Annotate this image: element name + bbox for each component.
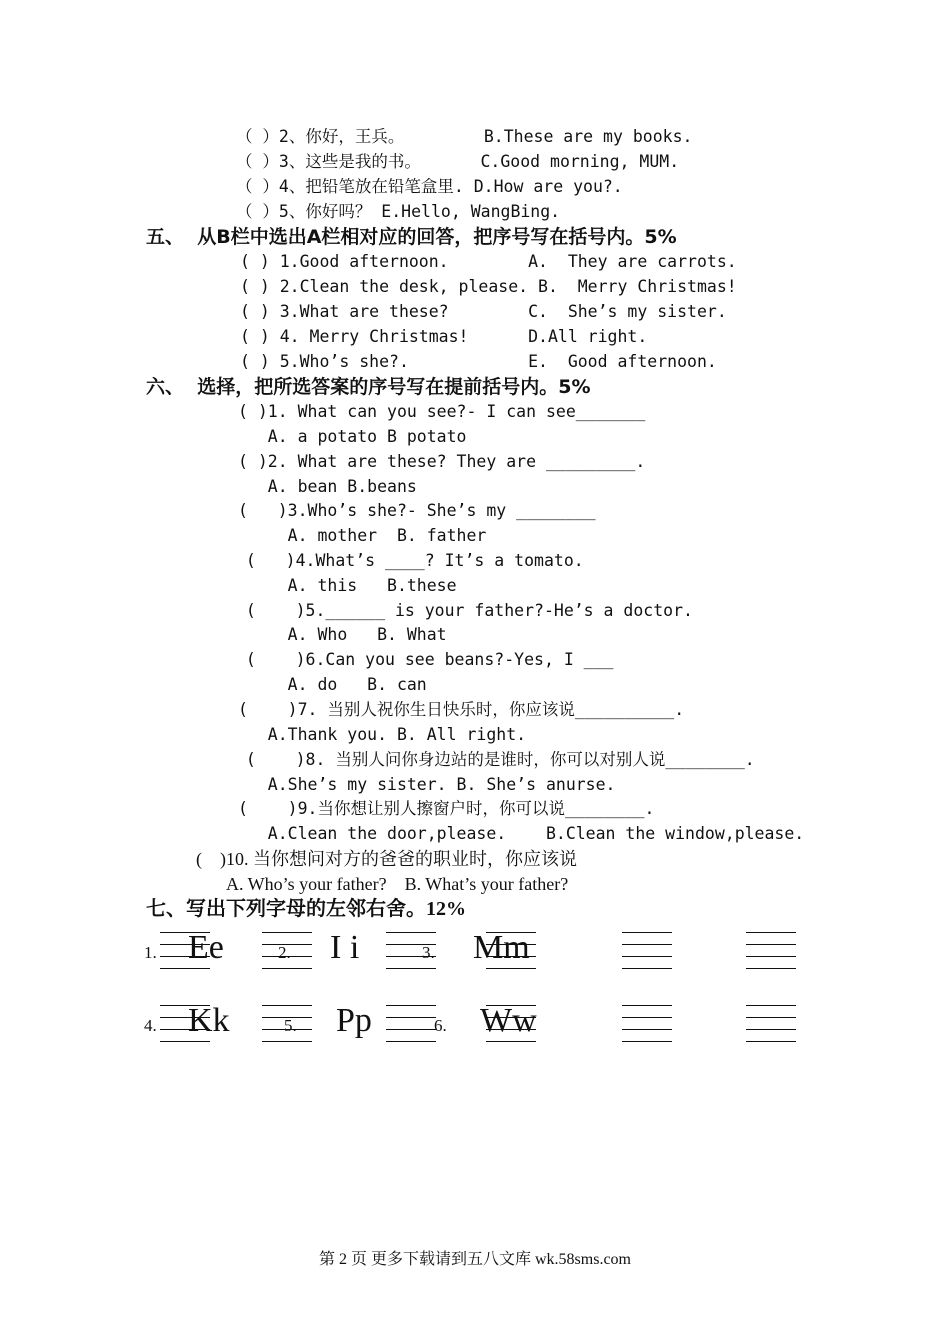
letter-pair: Ww — [480, 1002, 537, 1039]
section6-options-10: A. Who’s your father? B. What’s your father? — [226, 874, 569, 894]
section5-item: ( ) 5.Who’s she?. E. Good afternoon. — [240, 352, 717, 371]
section6-options: A.Thank you. B. All right. — [238, 725, 527, 744]
section6-question: ( )4.What’s ____? It’s a tomato. — [236, 551, 584, 570]
section6-options: A.She’s my sister. B. She’s anurse. — [238, 775, 616, 794]
section7-heading: 七、写出下列字母的左邻右舍。12% — [146, 898, 466, 920]
section6-question: ( )9.当你想让别人擦窗户时，你可以说________. — [238, 799, 655, 818]
letter-pair: I i — [330, 929, 360, 966]
section6-question: ( )2. What are these? They are _________. — [238, 452, 646, 471]
section6-question: ( )5.______ is your father?-He’s a doctor. — [236, 601, 693, 620]
letter-pair: Mm — [473, 929, 530, 966]
item-number: 1. — [144, 943, 157, 962]
section4-item-3: （ ）3、这些是我的书。 C.Good morning, MUM. — [236, 152, 680, 171]
section6-options: A. this B.these — [238, 576, 457, 595]
section6-question: ( )3.Who’s she?- She’s my ________ — [238, 501, 596, 520]
letter-pair: Kk — [188, 1002, 230, 1039]
section6-question: ( )8. 当别人问你身边站的是谁时，你可以对别人说________. — [236, 750, 755, 769]
section6-question: ( )7. 当别人祝你生日快乐时，你应该说__________. — [238, 700, 685, 719]
letter-pair: Pp — [336, 1002, 372, 1039]
section5-item: ( ) 2.Clean the desk, please. B. Merry Christmas! — [240, 277, 737, 296]
section5-heading: 五、 从B栏中选出A栏相对应的回答，把序号写在括号内。5% — [146, 226, 677, 248]
page-footer: 第 2 页 更多下载请到五八文库 wk.58sms.com — [318, 1251, 631, 1268]
item-number: 2. — [278, 943, 291, 962]
section6-options: A. mother B. father — [238, 526, 487, 545]
section5-item: ( ) 4. Merry Christmas! D.All right. — [240, 327, 648, 346]
section6-question: ( )6.Can you see beans?-Yes, I ___ — [236, 650, 614, 669]
section5-item: ( ) 3.What are these? C. She’s my sister. — [240, 302, 727, 321]
section6-options: A. Who B. What — [238, 625, 447, 644]
section6-options: A. a potato B potato — [238, 427, 467, 446]
section6-options: A. bean B.beans — [238, 477, 417, 496]
section4-item-2: （ ）2、你好，王兵。 B.These are my books. — [236, 127, 693, 146]
section6-options: A.Clean the door,please. B.Clean the window,please. — [238, 824, 805, 843]
section5-item: ( ) 1.Good afternoon. A. They are carrots. — [240, 252, 737, 271]
section6-heading: 六、 选择，把所选答案的序号写在提前括号内。5% — [146, 376, 591, 398]
section6-question-10: ( )10. 当你想问对方的爸爸的职业时，你应该说 — [196, 849, 577, 869]
section4-item-5: （ ）5、你好吗？ E.Hello, WangBing. — [236, 202, 561, 221]
letter-pair: Ee — [188, 929, 224, 966]
section4-item-4: （ ）4、把铅笔放在铅笔盒里. D.How are you?. — [236, 177, 623, 196]
item-number: 3. — [422, 943, 435, 962]
item-number: 6. — [434, 1016, 447, 1035]
item-number: 4. — [144, 1016, 157, 1035]
section6-options: A. do B. can — [238, 675, 427, 694]
item-number: 5. — [284, 1016, 297, 1035]
section6-question: ( )1. What can you see?- I can see_______ — [238, 402, 646, 421]
